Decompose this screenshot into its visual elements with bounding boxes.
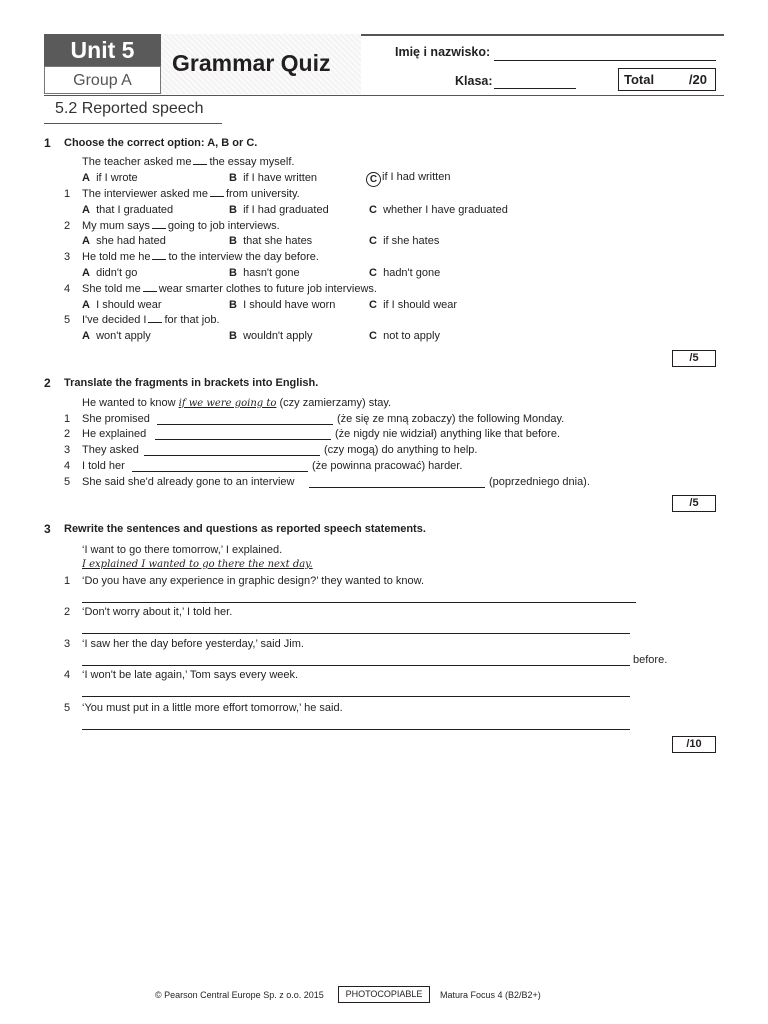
ex2-item-suffix: (że się ze mną zobaczy) the following Monday. [337, 413, 565, 425]
ex1-item3-option-c[interactable]: C hadn't gone [369, 267, 441, 279]
footer-book-title: Matura Focus 4 (B2/B2+) [440, 990, 541, 1000]
option-text: I should wear [96, 299, 162, 311]
question-text: He wanted to know [82, 397, 176, 409]
answer-blank[interactable] [210, 188, 224, 197]
option-text: if I wrote [96, 172, 138, 184]
ex2-item-suffix: (czy mogą) do anything to help. [324, 444, 478, 456]
footer-copyright: © Pearson Central Europe Sp. z o.o. 2015 [155, 990, 324, 1000]
question-text: from university. [225, 188, 300, 200]
answer-blank[interactable] [148, 314, 162, 323]
ex1-item3-option-b[interactable]: B hasn't gone [229, 267, 300, 279]
option-text: whether I have graduated [383, 204, 508, 216]
name-label: Imię i nazwisko: [395, 45, 491, 59]
option-text: if I had graduated [243, 204, 329, 216]
ex2-item-number: 1 [64, 413, 71, 425]
ex1-item4-option-b[interactable]: B I should have worn [229, 299, 336, 311]
ex2-answer-line[interactable] [144, 455, 320, 456]
ex1-item2-option-b[interactable]: B that she hates [229, 235, 313, 247]
ex1-item-number: 2 [64, 220, 71, 232]
question-text: He told me he [82, 251, 151, 263]
section-title: 5.2 Reported speech [55, 100, 204, 117]
photocopiable-badge: PHOTOCOPIABLE [338, 986, 430, 1003]
ex2-item-suffix: (poprzedniego dnia). [489, 476, 590, 488]
ex1-item1-option-c[interactable]: C whether I have graduated [369, 204, 508, 216]
ex2-answer-line[interactable] [157, 424, 333, 425]
option-text: won't apply [96, 330, 151, 342]
ex1-item4-option-c[interactable]: C if I should wear [369, 299, 458, 311]
total-max: /20 [688, 72, 707, 87]
ex2-item-prefix: They asked [82, 444, 139, 456]
ex2-item-prefix: I told her [82, 460, 125, 472]
ex2-answer-line[interactable] [132, 471, 308, 472]
ex1-example-option-c [366, 171, 450, 187]
ex2-item-suffix: (że powinna pracować) harder. [312, 460, 463, 472]
circled-answer-icon: C [366, 172, 381, 187]
question-text: I've decided I [82, 314, 147, 326]
ex3-item-number: 2 [64, 606, 71, 618]
answer-blank[interactable] [152, 251, 166, 260]
answer-blank[interactable] [143, 283, 157, 292]
ex3-item-text: ‘You must put in a little more effort tomorrow,’ he said. [82, 702, 343, 714]
handwritten-answer: if we were going to [178, 398, 277, 409]
ex1-example-question [82, 156, 294, 168]
ex3-answer-line[interactable] [82, 729, 630, 730]
total-score-box [618, 68, 716, 91]
ex1-item4-option-a[interactable]: A I should wear [82, 299, 162, 311]
question-text: wear smarter clothes to future job interviews. [158, 283, 377, 295]
option-text: that I graduated [96, 204, 174, 216]
ex1-number: 1 [44, 136, 51, 150]
ex1-item-number: 4 [64, 283, 71, 295]
ex1-item5-option-b[interactable]: B wouldn't apply [229, 330, 313, 342]
name-field[interactable] [494, 60, 716, 61]
unit-label: Unit 5 [44, 34, 161, 66]
option-text: didn't go [96, 267, 138, 279]
ex1-item-question [82, 283, 377, 295]
ex3-answer-line[interactable] [82, 633, 630, 634]
question-text: for that job. [164, 314, 220, 326]
ex1-item-question [82, 314, 220, 326]
option-text: if I should wear [383, 299, 458, 311]
ex1-item-question [82, 251, 319, 263]
ex2-item-prefix: She promised [82, 413, 150, 425]
option-text: that she hates [243, 235, 313, 247]
ex1-item-question [82, 188, 300, 200]
ex3-item-text: ‘I won't be late again,’ Tom says every week. [82, 669, 299, 681]
option-text: I should have worn [243, 299, 336, 311]
ex3-item-text: ‘Don't worry about it,’ I told her. [82, 606, 233, 618]
ex2-item-prefix: He explained [82, 428, 147, 440]
ex2-item-number: 4 [64, 460, 71, 472]
ex1-item5-option-a[interactable]: A won't apply [82, 330, 151, 342]
ex3-item-suffix: before. [633, 654, 668, 666]
ex2-number: 2 [44, 376, 51, 390]
question-text: the essay myself. [209, 156, 295, 168]
ex1-item3-option-a[interactable]: A didn't go [82, 267, 138, 279]
question-text: (czy zamierzamy) stay. [279, 397, 392, 409]
option-text: if I had written [382, 171, 451, 183]
header-rule [44, 95, 724, 96]
question-text: The teacher asked me [82, 156, 192, 168]
ex1-item-number: 5 [64, 314, 71, 326]
class-label: Klasa: [455, 74, 493, 88]
ex1-example-option-a: A if I wrote [82, 172, 138, 184]
ex3-item-number: 1 [64, 575, 71, 587]
ex2-item-number: 3 [64, 444, 71, 456]
ex3-item-text: ‘I saw her the day before yesterday,’ said Jim. [82, 638, 304, 650]
ex1-example-option-b: B if I have written [229, 172, 318, 184]
ex3-answer-line[interactable] [82, 696, 630, 697]
ex2-instruction: Translate the fragments in brackets into English. [64, 377, 319, 389]
ex2-item-suffix: (że nigdy nie widział) anything like that before. [335, 428, 561, 440]
ex2-item-number: 5 [64, 476, 71, 488]
option-text: hadn't gone [383, 267, 441, 279]
total-label: Total [624, 72, 655, 87]
ex3-item-number: 4 [64, 669, 71, 681]
answer-blank[interactable] [152, 220, 166, 229]
ex3-example-text: ‘I want to go there tomorrow,’ I explained. [82, 544, 283, 556]
ex3-item-number: 5 [64, 702, 71, 714]
ex2-item-prefix: She said she'd already gone to an interview [82, 476, 295, 488]
ex2-answer-line[interactable] [155, 439, 331, 440]
option-text: not to apply [383, 330, 440, 342]
ex1-item1-option-a[interactable]: A that I graduated [82, 204, 174, 216]
question-text: to the interview the day before. [168, 251, 319, 263]
ex3-answer-line[interactable] [82, 665, 630, 666]
question-text: going to job interviews. [167, 220, 280, 232]
question-text: She told me [82, 283, 141, 295]
ex2-item-number: 2 [64, 428, 71, 440]
page-title: Grammar Quiz [172, 50, 331, 76]
ex1-item-number: 3 [64, 251, 71, 263]
ex2-example [82, 397, 391, 409]
ex1-item-number: 1 [64, 188, 71, 200]
ex1-item2-option-c[interactable]: C if she hates [369, 235, 440, 247]
ex1-item-question [82, 220, 280, 232]
ex3-number: 3 [44, 522, 51, 536]
ex1-item1-option-b[interactable]: B if I had graduated [229, 204, 329, 216]
answer-blank [193, 156, 207, 165]
ex3-answer-line[interactable] [82, 602, 636, 603]
class-field[interactable] [494, 88, 576, 89]
option-text: hasn't gone [243, 267, 300, 279]
section-rule [44, 123, 222, 124]
ex2-answer-line[interactable] [309, 487, 485, 488]
question-text: My mum says [82, 220, 150, 232]
ex1-item2-option-a[interactable]: A she had hated [82, 235, 166, 247]
ex2-score-box: /5 [672, 495, 716, 512]
ex3-item-text: ‘Do you have any experience in graphic design?’ they wanted to know. [82, 575, 425, 587]
ex3-item-number: 3 [64, 638, 71, 650]
option-text: if she hates [383, 235, 440, 247]
ex3-example-answer: I explained I wanted to go there the next day. [82, 559, 313, 570]
ex1-score-box: /5 [672, 350, 716, 367]
ex1-instruction: Choose the correct option: A, B or C. [64, 137, 258, 149]
option-text: if I have written [243, 172, 318, 184]
option-text: wouldn't apply [243, 330, 313, 342]
option-text: she had hated [96, 235, 166, 247]
ex1-item5-option-c[interactable]: C not to apply [369, 330, 440, 342]
question-text: The interviewer asked me [82, 188, 208, 200]
ex3-score-box: /10 [672, 736, 716, 753]
group-label: Group A [44, 66, 161, 94]
ex3-instruction: Rewrite the sentences and questions as reported speech statements. [64, 523, 426, 535]
